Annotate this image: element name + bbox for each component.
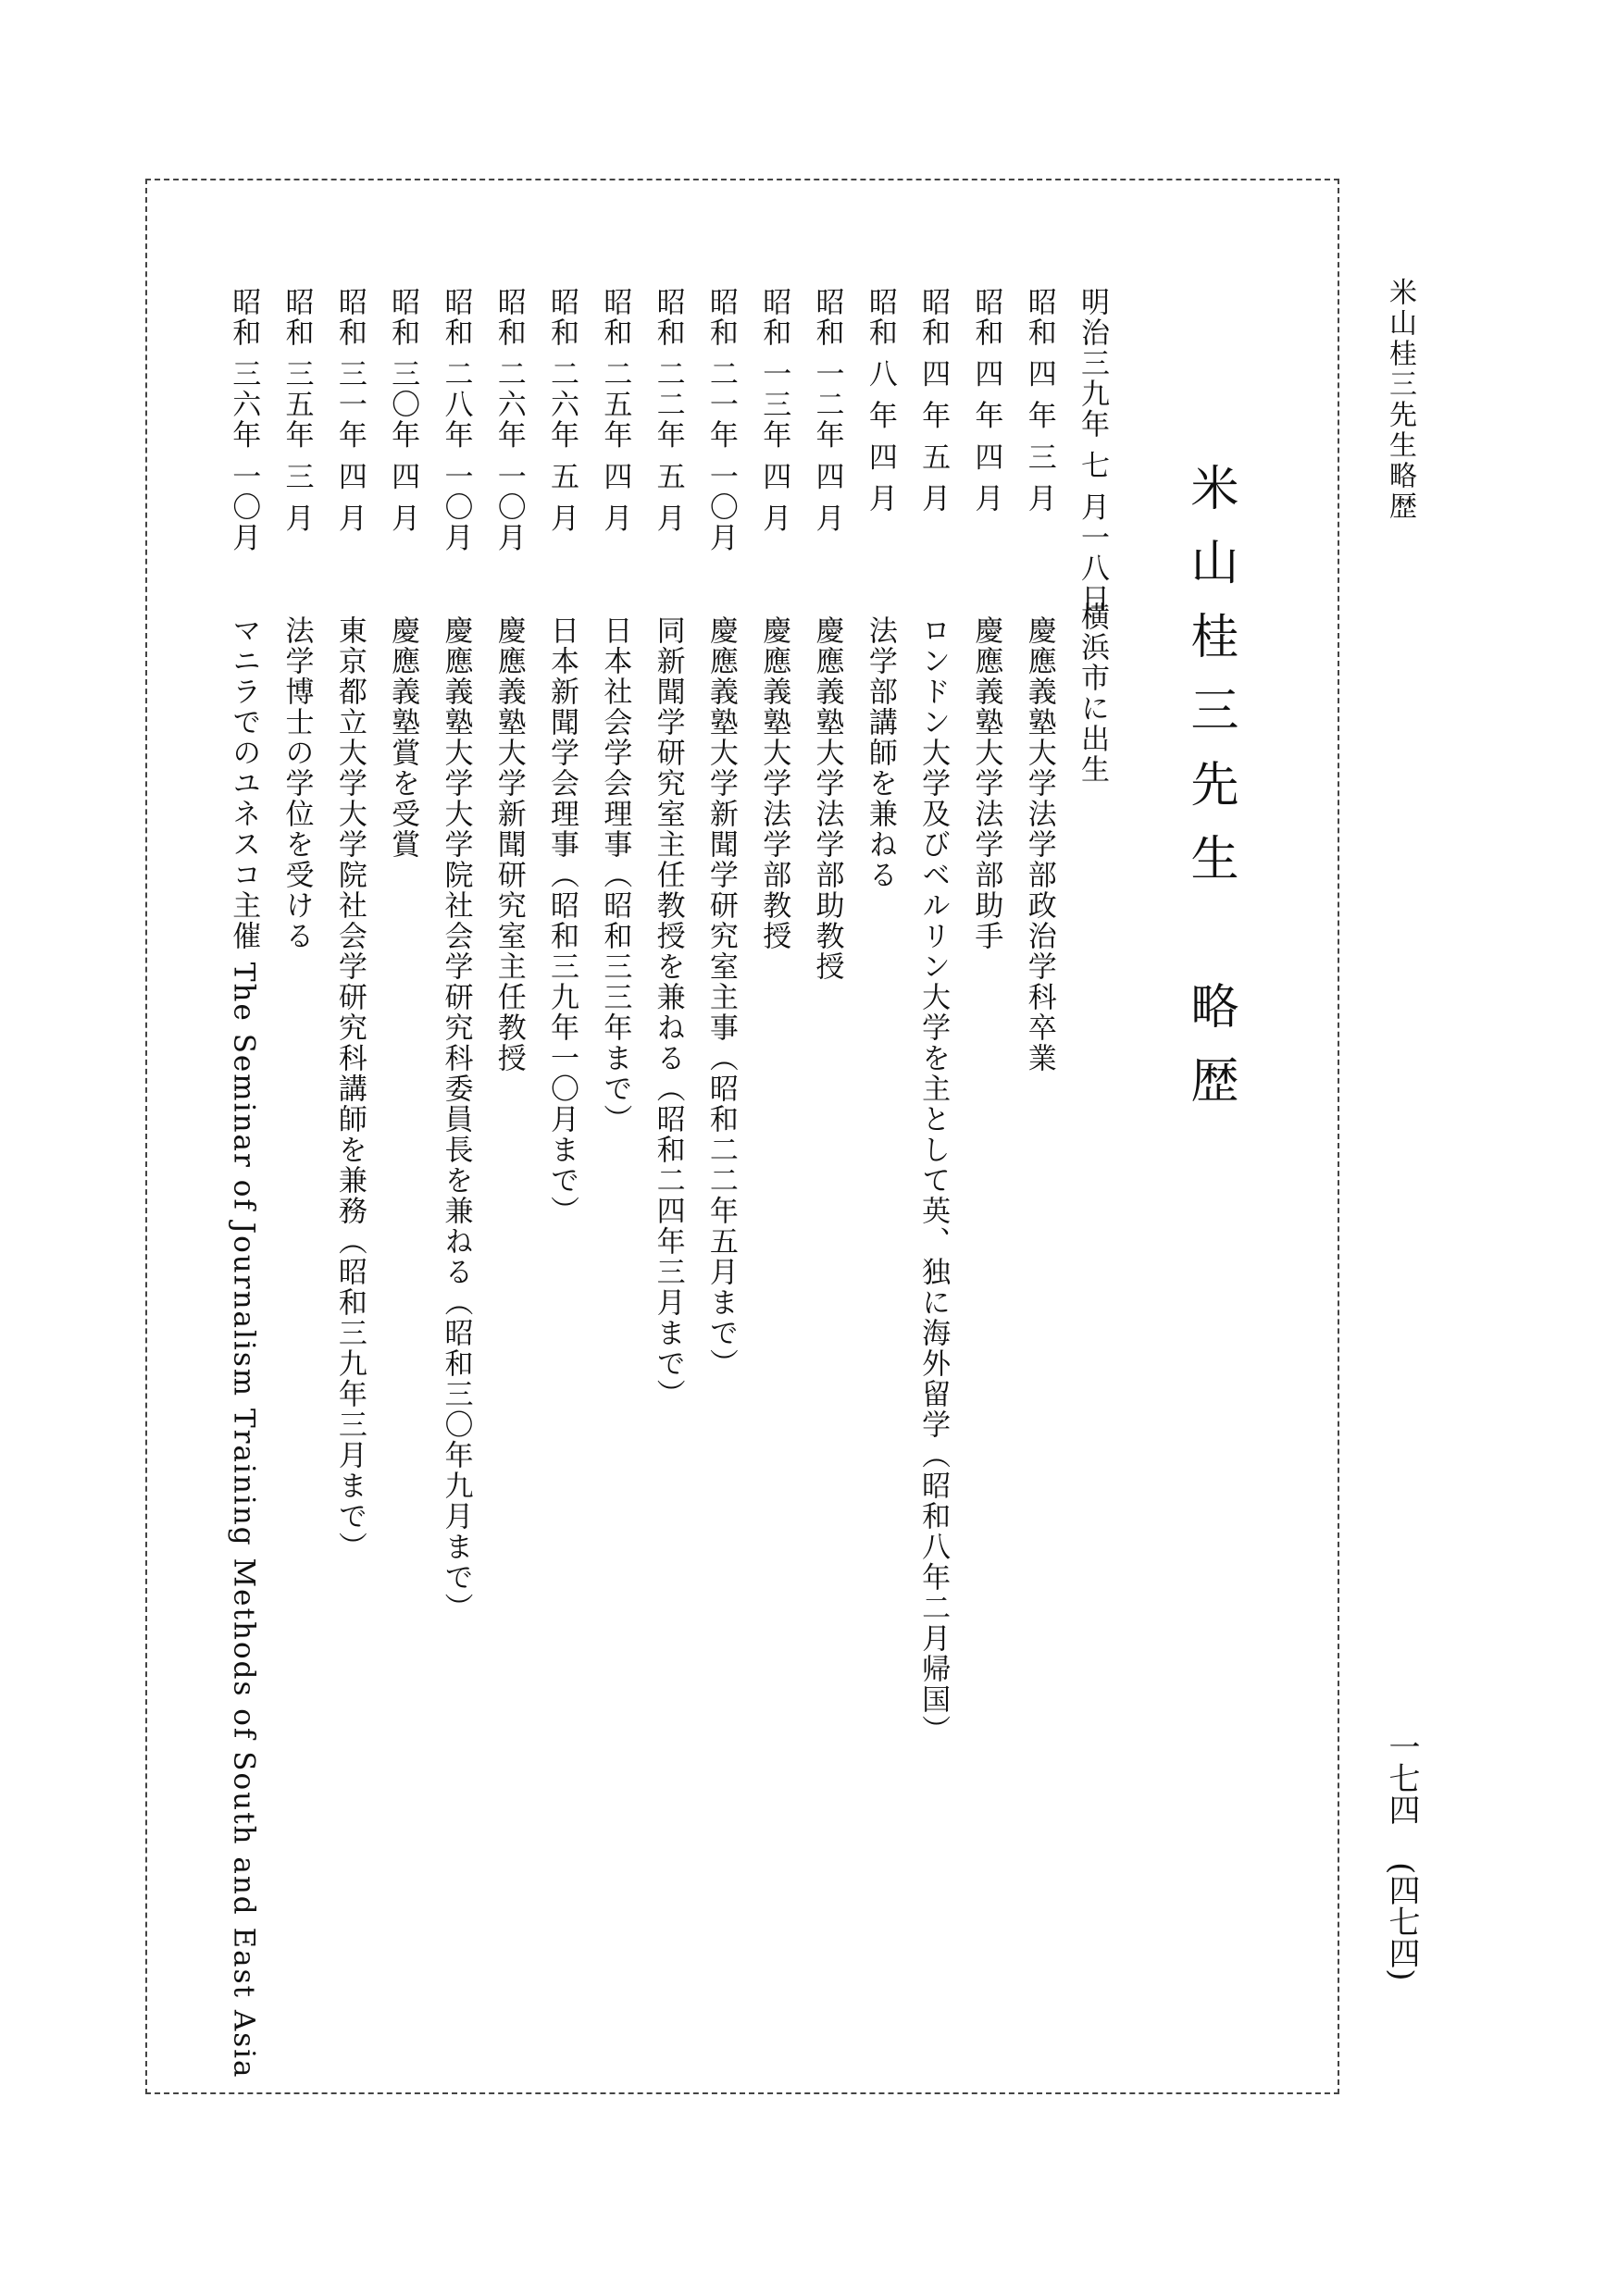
entry-text: 慶應義塾賞を受賞 bbox=[386, 615, 420, 860]
list-item bbox=[906, 287, 959, 2045]
list-item bbox=[269, 287, 322, 2045]
list-item bbox=[1012, 287, 1064, 2045]
entry-date: 昭和 二六年 五 月 bbox=[545, 287, 579, 534]
entry-text: 慶應義塾大学法学部政治学科卒業 bbox=[1022, 615, 1056, 1074]
list-item bbox=[323, 287, 376, 2045]
page-number-paren: (四七四) bbox=[1383, 1862, 1420, 1981]
list-item bbox=[853, 287, 906, 2045]
entry-date: 昭和 三一年 四 月 bbox=[332, 287, 367, 534]
entry-text: 慶應義塾大学法学部助教授 bbox=[810, 615, 844, 982]
running-head: 米山桂三先生略歴 bbox=[1384, 278, 1416, 522]
list-item bbox=[694, 287, 747, 2045]
entry-text: 慶應義塾大学大学院社会学研究科委員長を兼ねる（昭和三〇年九月まで） bbox=[439, 615, 473, 1623]
entry-text: 慶應義塾大学新聞学研究室主事（昭和二二年五月まで） bbox=[703, 615, 738, 1379]
entry-date: 昭和 三〇年 四 月 bbox=[386, 287, 420, 534]
entry-date: 昭和 一三年 四 月 bbox=[757, 287, 791, 534]
list-item bbox=[959, 287, 1012, 2045]
entry-date: 昭和 一二年 四 月 bbox=[810, 287, 844, 534]
entry-text: 日本社会学会理事（昭和三三年まで） bbox=[598, 615, 632, 1135]
list-item bbox=[641, 287, 693, 2045]
list-item bbox=[217, 287, 269, 2079]
list-item bbox=[588, 287, 641, 2045]
entry-date: 明治三九年 七 月一八日 bbox=[1076, 287, 1109, 614]
entry-date: 昭和 四 年 五 月 bbox=[916, 287, 951, 515]
entry-text: 慶應義塾大学新聞研究室主任教授 bbox=[492, 615, 526, 1074]
entry-date: 昭和 三六年 一〇月 bbox=[227, 287, 261, 553]
list-item bbox=[429, 287, 481, 2045]
entry-text: 法学博士の学位を受ける bbox=[280, 615, 314, 951]
entry-date: 昭和 二六年 一〇月 bbox=[492, 287, 526, 553]
entry-text: ロンドン大学及びベルリン大学を主として英、独に海外留学（昭和八年二月帰国） bbox=[916, 615, 951, 1745]
entry-text: 日本新聞学会理事（昭和三九年一〇月まで） bbox=[545, 615, 579, 1226]
entry-text: マニラでのユネスコ主催 The Seminar of Journalism Training Methods of South and East Asia bbox=[227, 615, 261, 2079]
page-title: 米山桂三先生 略歴 bbox=[1182, 463, 1238, 1129]
entry-text: 横浜市に出生 bbox=[1076, 602, 1109, 785]
list-item bbox=[1065, 287, 1118, 2045]
entry-text: 慶應義塾大学法学部助手 bbox=[969, 615, 1003, 951]
list-item bbox=[376, 287, 429, 2045]
list-item bbox=[535, 287, 588, 2045]
list-item bbox=[800, 287, 853, 2045]
entry-date: 昭和 二二年 五 月 bbox=[651, 287, 685, 534]
entry-text: 同新聞学研究室主任教授を兼ねる（昭和二四年三月まで） bbox=[651, 615, 685, 1409]
entry-date: 昭和 四 年 四 月 bbox=[969, 287, 1003, 515]
entry-date: 昭和 二一年 一〇月 bbox=[703, 287, 738, 553]
entry-text: 慶應義塾大学法学部教授 bbox=[757, 615, 791, 951]
entry-text: 法学部講師を兼ねる bbox=[863, 615, 897, 890]
biography-list bbox=[217, 287, 1118, 2079]
list-item bbox=[747, 287, 800, 2045]
entry-text: 東京都立大学大学院社会学研究科講師を兼務（昭和三九年三月まで） bbox=[332, 615, 367, 1562]
page-number bbox=[1379, 1731, 1425, 1981]
entry-date: 昭和 二八年 一〇月 bbox=[439, 287, 473, 553]
entry-date: 昭和 四 年 三 月 bbox=[1022, 287, 1056, 515]
list-item bbox=[481, 287, 534, 2045]
entry-date: 昭和 八 年 四 月 bbox=[863, 287, 897, 515]
entry-date: 昭和 三五年 三 月 bbox=[280, 287, 314, 534]
entry-date: 昭和 二五年 四 月 bbox=[598, 287, 632, 534]
page-number-kanji: 一七四 bbox=[1383, 1731, 1420, 1825]
